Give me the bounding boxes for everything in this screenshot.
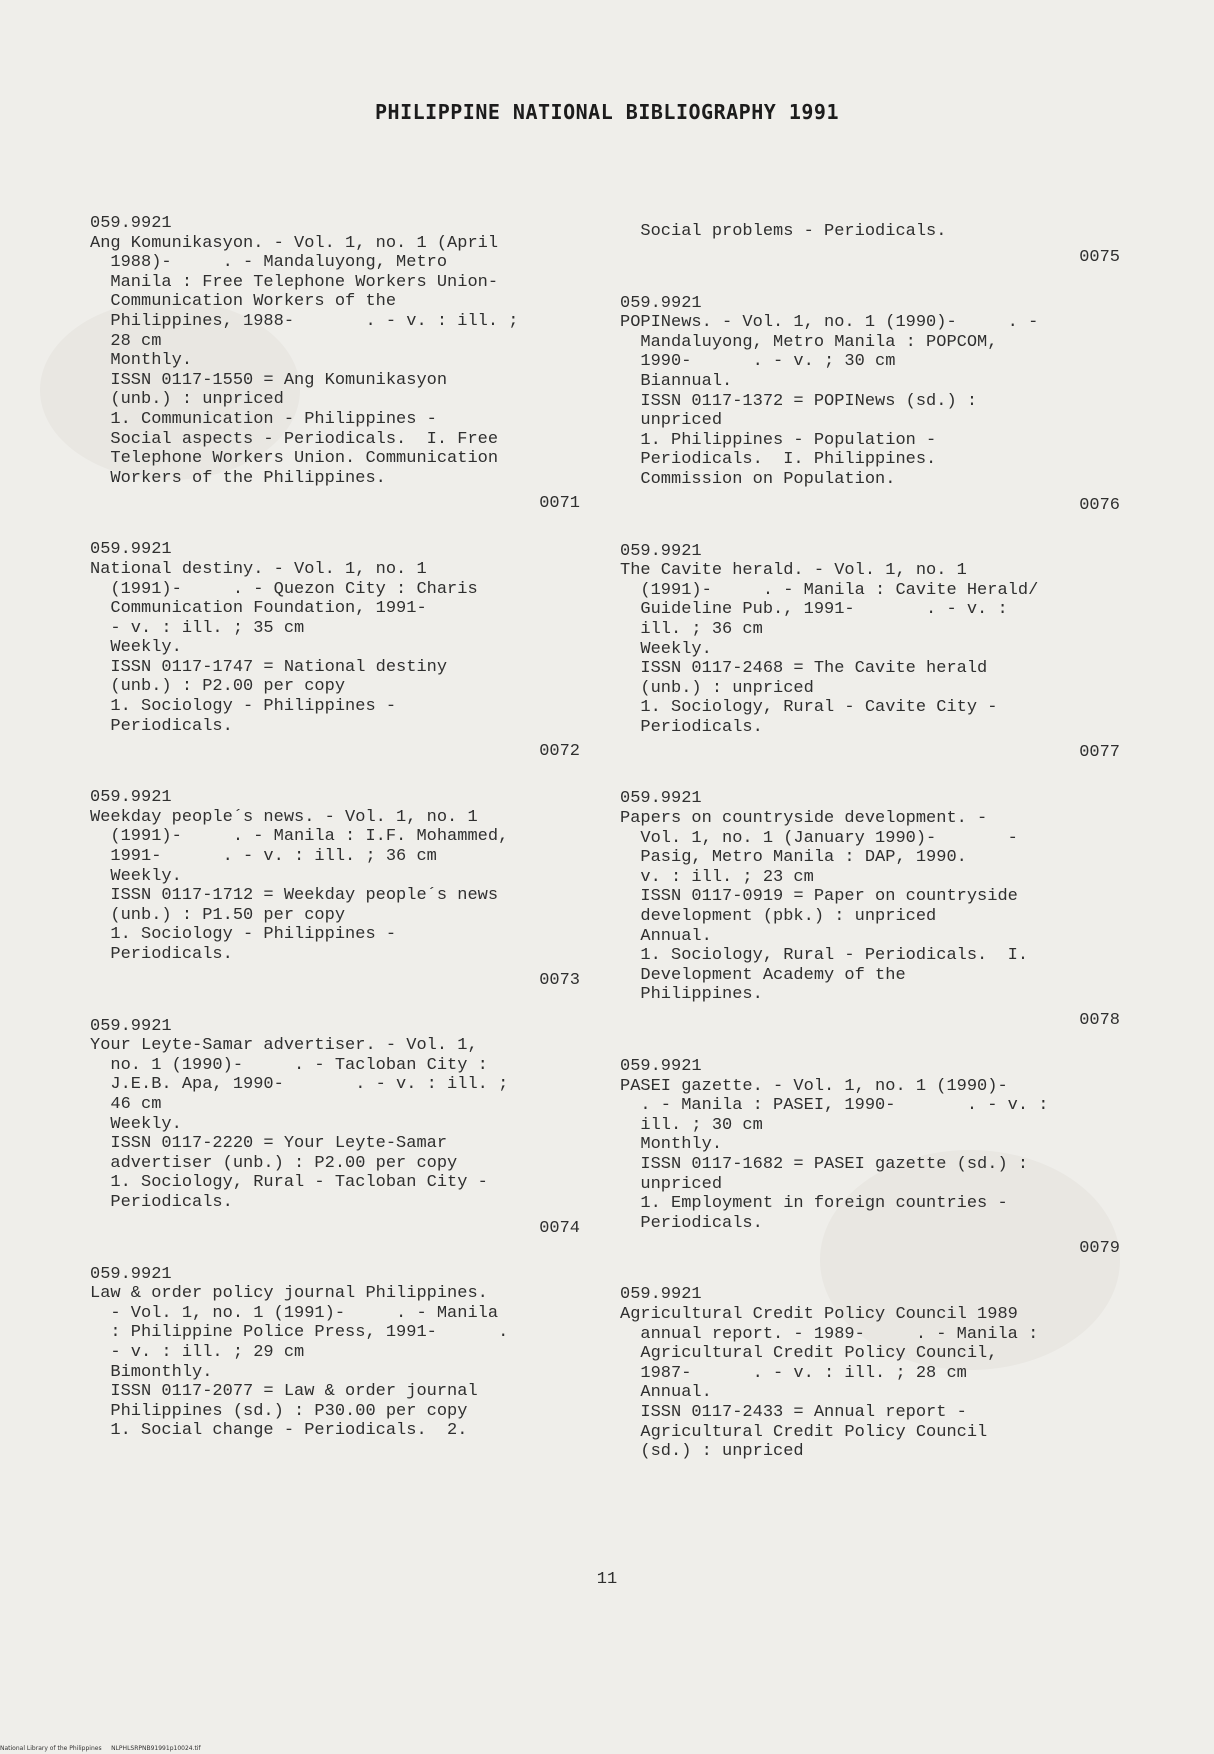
entry-line: (sd.) : unpriced — [620, 1442, 804, 1462]
entry-text — [620, 1285, 1120, 1461]
entry-line: Weekly. — [90, 1114, 182, 1134]
entry-line: The Cavite herald. - Vol. 1, no. 1 — [620, 561, 967, 581]
bibliography-entry — [90, 1017, 590, 1239]
entry-line: ISSN 0117-2077 = Law & order journal — [90, 1382, 478, 1402]
entry-line: ISSN 0117-2468 = The Cavite herald — [620, 659, 988, 679]
entry-line: PASEI gazette. - Vol. 1, no. 1 (1990)- — [620, 1076, 1008, 1096]
bibliography-entry — [90, 788, 590, 990]
entry-line: Periodicals. — [90, 1192, 233, 1212]
entry-line: (unb.) : P1.50 per copy — [90, 905, 346, 925]
page-number: 11 — [596, 1570, 618, 1589]
entry-line: Weekly. — [90, 638, 182, 658]
entry-line: unpriced — [620, 1174, 723, 1194]
entry-line: Commission on Population. — [620, 469, 896, 489]
entry-line: 1. Employment in foreign countries - — [620, 1194, 1008, 1214]
entry-line: ill. ; 30 cm — [620, 1115, 763, 1135]
entry-line: (1991)- . - Quezon City : Charis — [90, 579, 478, 599]
entry-line: Periodicals. — [90, 945, 233, 964]
entry-line: Monthly. — [620, 1135, 723, 1155]
entry-line: 1. Sociology, Rural - Tacloban City - — [90, 1173, 488, 1193]
entry-text — [620, 294, 1120, 490]
entry-line: ISSN 0117-2220 = Your Leyte-Samar — [90, 1134, 448, 1154]
entry-line: Agricultural Credit Policy Council, — [620, 1344, 998, 1364]
entry-text — [90, 540, 590, 736]
entry-line: 1988)- . - Mandaluyong, Metro — [90, 253, 448, 273]
entry-line: ISSN 0117-1682 = PASEI gazette (sd.) : — [620, 1154, 1029, 1174]
entry-line: Philippines (sd.) : P30.00 per copy — [90, 1401, 468, 1421]
entry-text — [620, 222, 1120, 242]
entry-line: Communication Workers of the — [90, 292, 397, 312]
entry-number: 0075 — [1079, 247, 1120, 267]
entry-number: 0076 — [1079, 495, 1120, 515]
entry-line: (unb.) : unpriced — [620, 678, 814, 698]
entry-line: 1. Sociology, Rural - Periodicals. I. — [620, 946, 1029, 966]
entry-line: Annual. — [620, 1383, 712, 1403]
entry-line: (unb.) : P2.00 per copy — [90, 677, 346, 697]
entry-line: 1. Philippines - Population - — [620, 430, 937, 450]
page-title: PHILIPPINE NATIONAL BIBLIOGRAPHY 1991 — [374, 100, 840, 124]
entry-line: Annual. — [620, 926, 712, 946]
entry-line: 1. Sociology - Philippines - — [90, 925, 397, 945]
entry-line: Philippines, 1988- . - v. : ill. ; — [90, 311, 519, 331]
entry-line: Social problems - Periodicals. — [620, 222, 947, 241]
bibliography-entry — [620, 1285, 1120, 1461]
bibliography-entry — [620, 542, 1120, 764]
entry-line: ISSN 0117-1712 = Weekday people´s news — [90, 886, 499, 906]
entry-line: Agricultural Credit Policy Council 1989 — [620, 1304, 1018, 1324]
entry-line: 059.9921 — [90, 540, 172, 560]
entry-text — [90, 214, 590, 488]
entry-text — [90, 1017, 590, 1213]
entry-line: : Philippine Police Press, 1991- . — [90, 1323, 509, 1343]
entry-line: 059.9921 — [620, 541, 702, 561]
entry-line: J.E.B. Apa, 1990- . - v. : ill. ; — [90, 1075, 509, 1095]
entry-line: 059.9921 — [620, 1285, 702, 1305]
entry-line: 1. Sociology, Rural - Cavite City - — [620, 698, 998, 718]
entry-line: ISSN 0117-1747 = National destiny — [90, 657, 448, 677]
entry-number: 0077 — [1079, 743, 1120, 763]
entry-text — [620, 542, 1120, 738]
bibliography-entry — [620, 294, 1120, 516]
entry-line: Communication Foundation, 1991- — [90, 599, 427, 619]
entry-line: 059.9921 — [620, 1057, 702, 1076]
entry-line: (1991)- . - Manila : I.F. Mohammed, — [90, 827, 509, 847]
entry-line: Periodicals. — [620, 717, 763, 737]
entry-line: 059.9921 — [90, 1264, 172, 1284]
entry-line: Weekly. — [620, 639, 712, 659]
entry-line: Periodicals. — [90, 716, 233, 736]
entry-number: 0074 — [539, 1218, 580, 1238]
entry-line: annual report. - 1989- . - Manila : — [620, 1324, 1039, 1344]
entry-line: - v. : ill. ; 35 cm — [90, 618, 305, 638]
entry-line: Pasig, Metro Manila : DAP, 1990. — [620, 848, 967, 868]
entry-line: v. : ill. ; 23 cm — [620, 867, 814, 887]
entry-line: - v. : ill. ; 29 cm — [90, 1342, 305, 1362]
entry-number: 0079 — [1079, 1239, 1120, 1259]
entry-line: 28 cm — [90, 331, 162, 351]
right-column — [620, 222, 1120, 1488]
entry-line: Biannual. — [620, 371, 733, 391]
entry-line: Mandaluyong, Metro Manila : POPCOM, — [620, 332, 998, 352]
left-column — [90, 214, 590, 1467]
entry-text — [90, 1265, 590, 1441]
entry-line: no. 1 (1990)- . - Tacloban City : — [90, 1055, 488, 1075]
entry-line: advertiser (unb.) : P2.00 per copy — [90, 1153, 458, 1173]
entry-line: Philippines. — [620, 985, 763, 1005]
entry-line: Periodicals. I. Philippines. — [620, 450, 937, 470]
entry-line: 059.9921 — [620, 789, 702, 809]
entry-line: Bimonthly. — [90, 1362, 213, 1382]
entry-number: 0072 — [539, 742, 580, 762]
entry-line: ISSN 0117-0919 = Paper on countryside — [620, 887, 1018, 907]
entry-line: Agricultural Credit Policy Council — [620, 1422, 988, 1442]
entry-line: Guideline Pub., 1991- . - v. : — [620, 600, 1008, 620]
entry-line: 1987- . - v. : ill. ; 28 cm — [620, 1363, 967, 1383]
scan-label: National Library of the Philippines NLPHLSRPNB91991p10024.tif — [0, 1745, 201, 1752]
entry-line: 1991- . - v. : ill. ; 36 cm — [90, 847, 437, 867]
entry-line: 059.9921 — [620, 293, 702, 313]
entry-line: Monthly. — [90, 351, 193, 371]
entry-line: ISSN 0117-1550 = Ang Komunikasyon — [90, 370, 448, 390]
entry-line: ill. ; 36 cm — [620, 619, 763, 639]
bibliography-entry — [90, 1265, 590, 1441]
entry-number: 0073 — [539, 970, 580, 990]
entry-line: unpriced — [620, 411, 723, 431]
entry-line: Weekday people´s news. - Vol. 1, no. 1 — [90, 807, 478, 827]
entry-line: Manila : Free Telephone Workers Union- — [90, 272, 499, 292]
entry-line: Development Academy of the — [620, 965, 906, 985]
bibliography-entry — [620, 789, 1120, 1031]
entry-number: 0078 — [1079, 1011, 1120, 1030]
entry-text — [90, 788, 590, 964]
entry-line: 1990- . - v. ; 30 cm — [620, 352, 896, 372]
entry-text — [620, 1057, 1120, 1233]
entry-line: development (pbk.) : unpriced — [620, 907, 937, 927]
entry-line: Weekly. — [90, 866, 182, 886]
entry-line: Ang Komunikasyon. - Vol. 1, no. 1 (April — [90, 233, 499, 253]
entry-line: Telephone Workers Union. Communication — [90, 449, 499, 469]
entry-line: 46 cm — [90, 1094, 162, 1114]
entry-line: POPINews. - Vol. 1, no. 1 (1990)- . - — [620, 313, 1039, 333]
entry-line: Law & order policy journal Philippines. — [90, 1284, 488, 1304]
entry-line: 1. Sociology - Philippines - — [90, 697, 397, 717]
entry-text — [620, 789, 1120, 1005]
entry-line: . - Manila : PASEI, 1990- . - v. : — [620, 1096, 1049, 1116]
entry-line: 059.9921 — [90, 1016, 172, 1036]
entry-line: 059.9921 — [90, 214, 172, 233]
entry-line: National destiny. - Vol. 1, no. 1 — [90, 559, 427, 579]
entry-line: Vol. 1, no. 1 (January 1990)- - — [620, 828, 1018, 848]
entry-line: 1. Communication - Philippines - — [90, 409, 437, 429]
entry-line: 059.9921 — [90, 788, 172, 808]
bibliography-entry — [620, 1057, 1120, 1259]
entry-line: 1. Social change - Periodicals. 2. — [90, 1421, 468, 1441]
entry-line: ISSN 0117-2433 = Annual report - — [620, 1402, 967, 1422]
entry-line: - Vol. 1, no. 1 (1991)- . - Manila — [90, 1303, 499, 1323]
entry-line: Your Leyte-Samar advertiser. - Vol. 1, — [90, 1036, 478, 1056]
entry-line: (1991)- . - Manila : Cavite Herald/ — [620, 580, 1039, 600]
entry-line: Social aspects - Periodicals. I. Free — [90, 429, 499, 449]
bibliography-entry — [90, 540, 590, 762]
entry-line: Papers on countryside development. - — [620, 809, 988, 829]
bibliography-entry — [90, 214, 590, 514]
entry-line: ISSN 0117-1372 = POPINews (sd.) : — [620, 391, 978, 411]
entry-line: (unb.) : unpriced — [90, 390, 284, 410]
entry-line: Workers of the Philippines. — [90, 468, 386, 488]
entry-number: 0071 — [539, 494, 580, 514]
entry-line: Periodicals. — [620, 1213, 763, 1233]
bibliography-entry — [620, 222, 1120, 268]
